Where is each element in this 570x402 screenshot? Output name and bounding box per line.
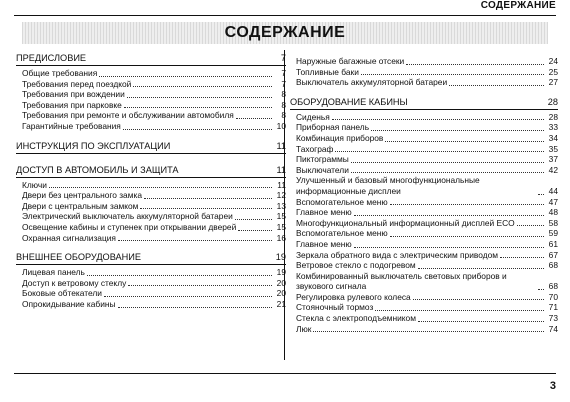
toc-entry-title: Доступ к ветровому стеклу: [22, 277, 127, 288]
toc-leader-dots: [354, 215, 544, 216]
toc-left-column: [16, 50, 286, 310]
toc-entry-title: Освещение кабины и ступенек при открывании дверей: [22, 221, 237, 232]
toc-right-column: [290, 56, 558, 334]
toc-gap: [16, 243, 286, 249]
toc-page-number: 20: [276, 277, 286, 288]
toc-entry-title: Ветровое стекло с подогревом: [296, 260, 416, 271]
toc-page-number: 7: [280, 53, 286, 63]
toc-entry[interactable]: [290, 292, 558, 303]
toc-page-number: 8: [281, 89, 286, 100]
toc-page-number: 58: [548, 217, 558, 228]
toc-leader-dots: [87, 275, 272, 276]
toc-entry[interactable]: [290, 165, 558, 176]
toc-page-number: 12: [276, 190, 286, 201]
toc-page-number: 16: [276, 232, 286, 243]
toc-entry-title: Регулировка рулевого колеса: [296, 291, 411, 302]
toc-leader-dots: [144, 198, 272, 199]
toc-entry[interactable]: [16, 121, 286, 132]
toc-leader-dots: [104, 296, 272, 297]
toc-entry[interactable]: [16, 201, 286, 212]
toc-leader-dots: [118, 240, 272, 241]
toc-entry[interactable]: [290, 197, 558, 208]
toc-page-number: 13: [276, 200, 286, 211]
toc-entry[interactable]: [290, 260, 558, 271]
toc-entry[interactable]: [16, 190, 286, 201]
toc-entry[interactable]: [16, 233, 286, 244]
toc-entry[interactable]: [290, 154, 558, 165]
toc-page-number: 33: [548, 122, 558, 133]
toc-leader-dots: [371, 130, 544, 131]
bottom-rule: [14, 373, 556, 374]
toc-entry-title: Выключатель аккумуляторной батареи: [296, 77, 448, 88]
toc-entry[interactable]: [16, 267, 286, 278]
toc-page-number: 35: [548, 143, 558, 154]
toc-entry-title: Комбинированный выключатель световых приборов и звукового сигнала: [296, 270, 507, 292]
toc-entry-title: Боковые обтекатели: [22, 288, 102, 299]
toc-leader-dots: [517, 225, 544, 226]
toc-section-entry[interactable]: [290, 97, 558, 110]
toc-entry[interactable]: [16, 110, 286, 121]
toc-leader-dots: [49, 187, 272, 188]
toc-entry-title: Требования при вождении: [22, 89, 125, 100]
toc-entry-title: Двери с центральным замком: [22, 200, 139, 211]
toc-entry[interactable]: [290, 112, 558, 123]
toc-leader-dots: [418, 321, 544, 322]
toc-entry-title: Пиктограммы: [296, 154, 349, 165]
toc-entry[interactable]: [290, 324, 558, 335]
toc-entry[interactable]: [290, 144, 558, 155]
toc-entry-title: Требования перед поездкой: [22, 78, 132, 89]
toc-entry-title: Охранная сигнализация: [22, 232, 116, 243]
running-head: СОДЕРЖАНИЕ: [480, 0, 556, 11]
toc-entry[interactable]: [16, 180, 286, 191]
toc-entry[interactable]: [16, 211, 286, 222]
toc-page-number: 74: [548, 323, 558, 334]
toc-entry-title: Требования при парковке: [22, 99, 122, 110]
toc-leader-dots: [354, 247, 544, 248]
toc-entry[interactable]: [16, 299, 286, 310]
toc-page-number: 15: [276, 211, 286, 222]
toc-leader-dots: [335, 151, 544, 152]
toc-entry[interactable]: [16, 89, 286, 100]
toc-page-number: 15: [276, 221, 286, 232]
toc-leader-dots: [361, 74, 544, 75]
toc-section-entry[interactable]: [16, 53, 286, 66]
toc-section-entry[interactable]: [16, 165, 286, 178]
toc-entry-title: ОБОРУДОВАНИЕ КАБИНЫ: [290, 96, 408, 107]
toc-entry-title: Вспомогательное меню: [296, 196, 388, 207]
toc-page-number: 25: [548, 66, 558, 77]
toc-entry-title: Топливные баки: [296, 66, 359, 77]
toc-page-number: 7: [281, 68, 286, 78]
toc-entry-title: Зеркала обратного вида с электрическим приводом: [296, 249, 499, 260]
toc-entry[interactable]: [290, 175, 558, 196]
toc-entry-title: Общие требования: [22, 68, 98, 78]
toc-leader-dots: [449, 85, 544, 86]
toc-entry[interactable]: [16, 79, 286, 90]
toc-page-number: 68: [548, 281, 558, 292]
page-title: СОДЕРЖАНИЕ: [224, 24, 346, 41]
toc-entry-title: Наружные багажные отсеки: [296, 56, 405, 66]
toc-entry[interactable]: [290, 77, 558, 88]
toc-leader-dots: [313, 331, 544, 332]
toc-page-number: 59: [548, 228, 558, 239]
toc-leader-dots: [332, 119, 544, 120]
toc-leader-dots: [385, 141, 544, 142]
toc-leader-dots: [236, 118, 272, 119]
toc-leader-dots: [118, 307, 272, 308]
toc-leader-dots: [538, 289, 544, 290]
toc-entry[interactable]: [290, 228, 558, 239]
toc-leader-dots: [351, 162, 544, 163]
toc-page-number: 28: [548, 111, 558, 122]
toc-entry[interactable]: [290, 313, 558, 324]
toc-page-number: 71: [548, 302, 558, 313]
toc-page-number: 8: [281, 99, 286, 110]
toc-entry-title: Стекла с электроподъемником: [296, 313, 416, 324]
toc-leader-dots: [418, 268, 544, 269]
toc-page-number: 27: [548, 77, 558, 88]
toc-page-number: 19: [276, 267, 286, 278]
toc-leader-dots: [238, 230, 272, 231]
toc-leader-dots: [413, 299, 544, 300]
toc-entry[interactable]: [16, 68, 286, 79]
toc-leader-dots: [128, 285, 272, 286]
toc-entry-title: Многофункциональный информационный дисплей ECO: [296, 217, 515, 228]
toc-leader-dots: [124, 107, 272, 108]
toc-entry-title: Комбинация приборов: [296, 132, 384, 143]
toc-page-number: 37: [548, 154, 558, 165]
page-number: 3: [549, 380, 556, 392]
toc-page-number: 11: [277, 179, 286, 190]
toc-page-number: 48: [548, 207, 558, 218]
top-rule: [14, 15, 556, 16]
toc-entry[interactable]: [16, 278, 286, 289]
toc-entry-title: Тахограф: [296, 143, 334, 154]
toc-entry[interactable]: [290, 56, 558, 67]
toc-entry-title: ИНСТРУКЦИЯ ПО ЭКСПЛУАТАЦИИ: [16, 140, 171, 151]
toc-leader-dots: [538, 194, 544, 195]
toc-page-number: 11: [276, 140, 286, 151]
toc-page-number: 68: [548, 260, 558, 271]
toc-leader-dots: [127, 97, 272, 98]
toc-entry-title: ДОСТУП В АВТОМОБИЛЬ И ЗАЩИТА: [16, 164, 179, 175]
toc-entry-title: Ключи: [22, 179, 47, 190]
toc-entry-title: Лицевая панель: [22, 267, 85, 278]
toc-entry[interactable]: [16, 222, 286, 233]
toc-page-number: 10: [276, 120, 286, 131]
toc-leader-dots: [351, 172, 544, 173]
toc-page-number: 34: [548, 132, 558, 143]
toc-entry[interactable]: [290, 239, 558, 250]
toc-leader-dots: [406, 64, 544, 65]
toc-leader-dots: [140, 208, 272, 209]
toc-entry-title: Требования при ремонте и обслуживании автомобиля: [22, 110, 234, 121]
toc-entry-title: Улучшенный и базовый многофункциональные информационные дисплеи: [296, 175, 480, 196]
toc-page-number: 44: [548, 185, 558, 196]
toc-page-number: 19: [275, 252, 286, 263]
toc-entry-title: Выключатели: [296, 164, 349, 175]
toc-entry-title: Приборная панель: [296, 122, 370, 133]
toc-page-number: 8: [281, 110, 286, 121]
toc-page-number: 47: [548, 196, 558, 207]
toc-entry-title: Гарантийные требования: [22, 120, 121, 131]
toc-gap: [16, 132, 286, 138]
toc-page-number: 24: [548, 56, 558, 66]
toc-entry-title: Сиденья: [296, 111, 330, 122]
toc-gap: [16, 156, 286, 162]
toc-entry-title: Главное меню: [296, 238, 352, 249]
toc-page-number: 20: [276, 288, 286, 299]
toc-page-number: 70: [548, 291, 558, 302]
toc-entry[interactable]: [290, 207, 558, 218]
toc-leader-dots: [500, 257, 544, 258]
toc-leader-dots: [235, 219, 272, 220]
toc-entry[interactable]: [290, 218, 558, 229]
toc-entry-title: ПРЕДИСЛОВИЕ: [16, 53, 87, 63]
toc-entry-title: Люк: [296, 323, 312, 334]
toc-entry-title: Опрокидывание кабины: [22, 298, 116, 309]
toc-leader-dots: [375, 310, 544, 311]
toc-leader-dots: [390, 236, 544, 237]
toc-entry-title: Вспомогательное меню: [296, 228, 388, 239]
toc-page-number: 73: [548, 313, 558, 324]
toc-leader-dots: [133, 86, 272, 87]
toc-entry-title: Стояночный тормоз: [296, 302, 374, 313]
toc-page-number: 7: [281, 78, 286, 89]
toc-page-number: 11: [276, 164, 286, 175]
toc-entry-title: ВНЕШНЕЕ ОБОРУДОВАНИЕ: [16, 252, 142, 263]
toc-entry[interactable]: [290, 133, 558, 144]
toc-page-number: 61: [548, 238, 558, 249]
toc-leader-dots: [123, 129, 272, 130]
toc-section-entry[interactable]: [16, 141, 286, 154]
toc-entry[interactable]: [16, 288, 286, 299]
toc-entry[interactable]: [290, 302, 558, 313]
toc-entry[interactable]: [290, 271, 558, 292]
toc-leader-dots: [99, 76, 272, 77]
toc-entry-title: Электрический выключатель аккумуляторной батареи: [22, 211, 233, 222]
toc-page-number: 42: [548, 164, 558, 175]
toc-section-entry[interactable]: [16, 252, 286, 265]
toc-leader-dots: [390, 204, 544, 205]
toc-page-number: 67: [548, 249, 558, 260]
toc-page-number: 28: [547, 96, 558, 107]
toc-gap: [290, 88, 558, 94]
toc-entry-title: Двери без центрального замка: [22, 190, 142, 201]
toc-entry[interactable]: [290, 67, 558, 78]
toc-entry[interactable]: [16, 100, 286, 111]
toc-entry[interactable]: [290, 122, 558, 133]
title-banner: [22, 22, 548, 44]
toc-entry[interactable]: [290, 250, 558, 261]
toc-entry-title: Главное меню: [296, 207, 352, 218]
toc-page-number: 21: [276, 298, 286, 309]
column-divider: [284, 50, 285, 360]
